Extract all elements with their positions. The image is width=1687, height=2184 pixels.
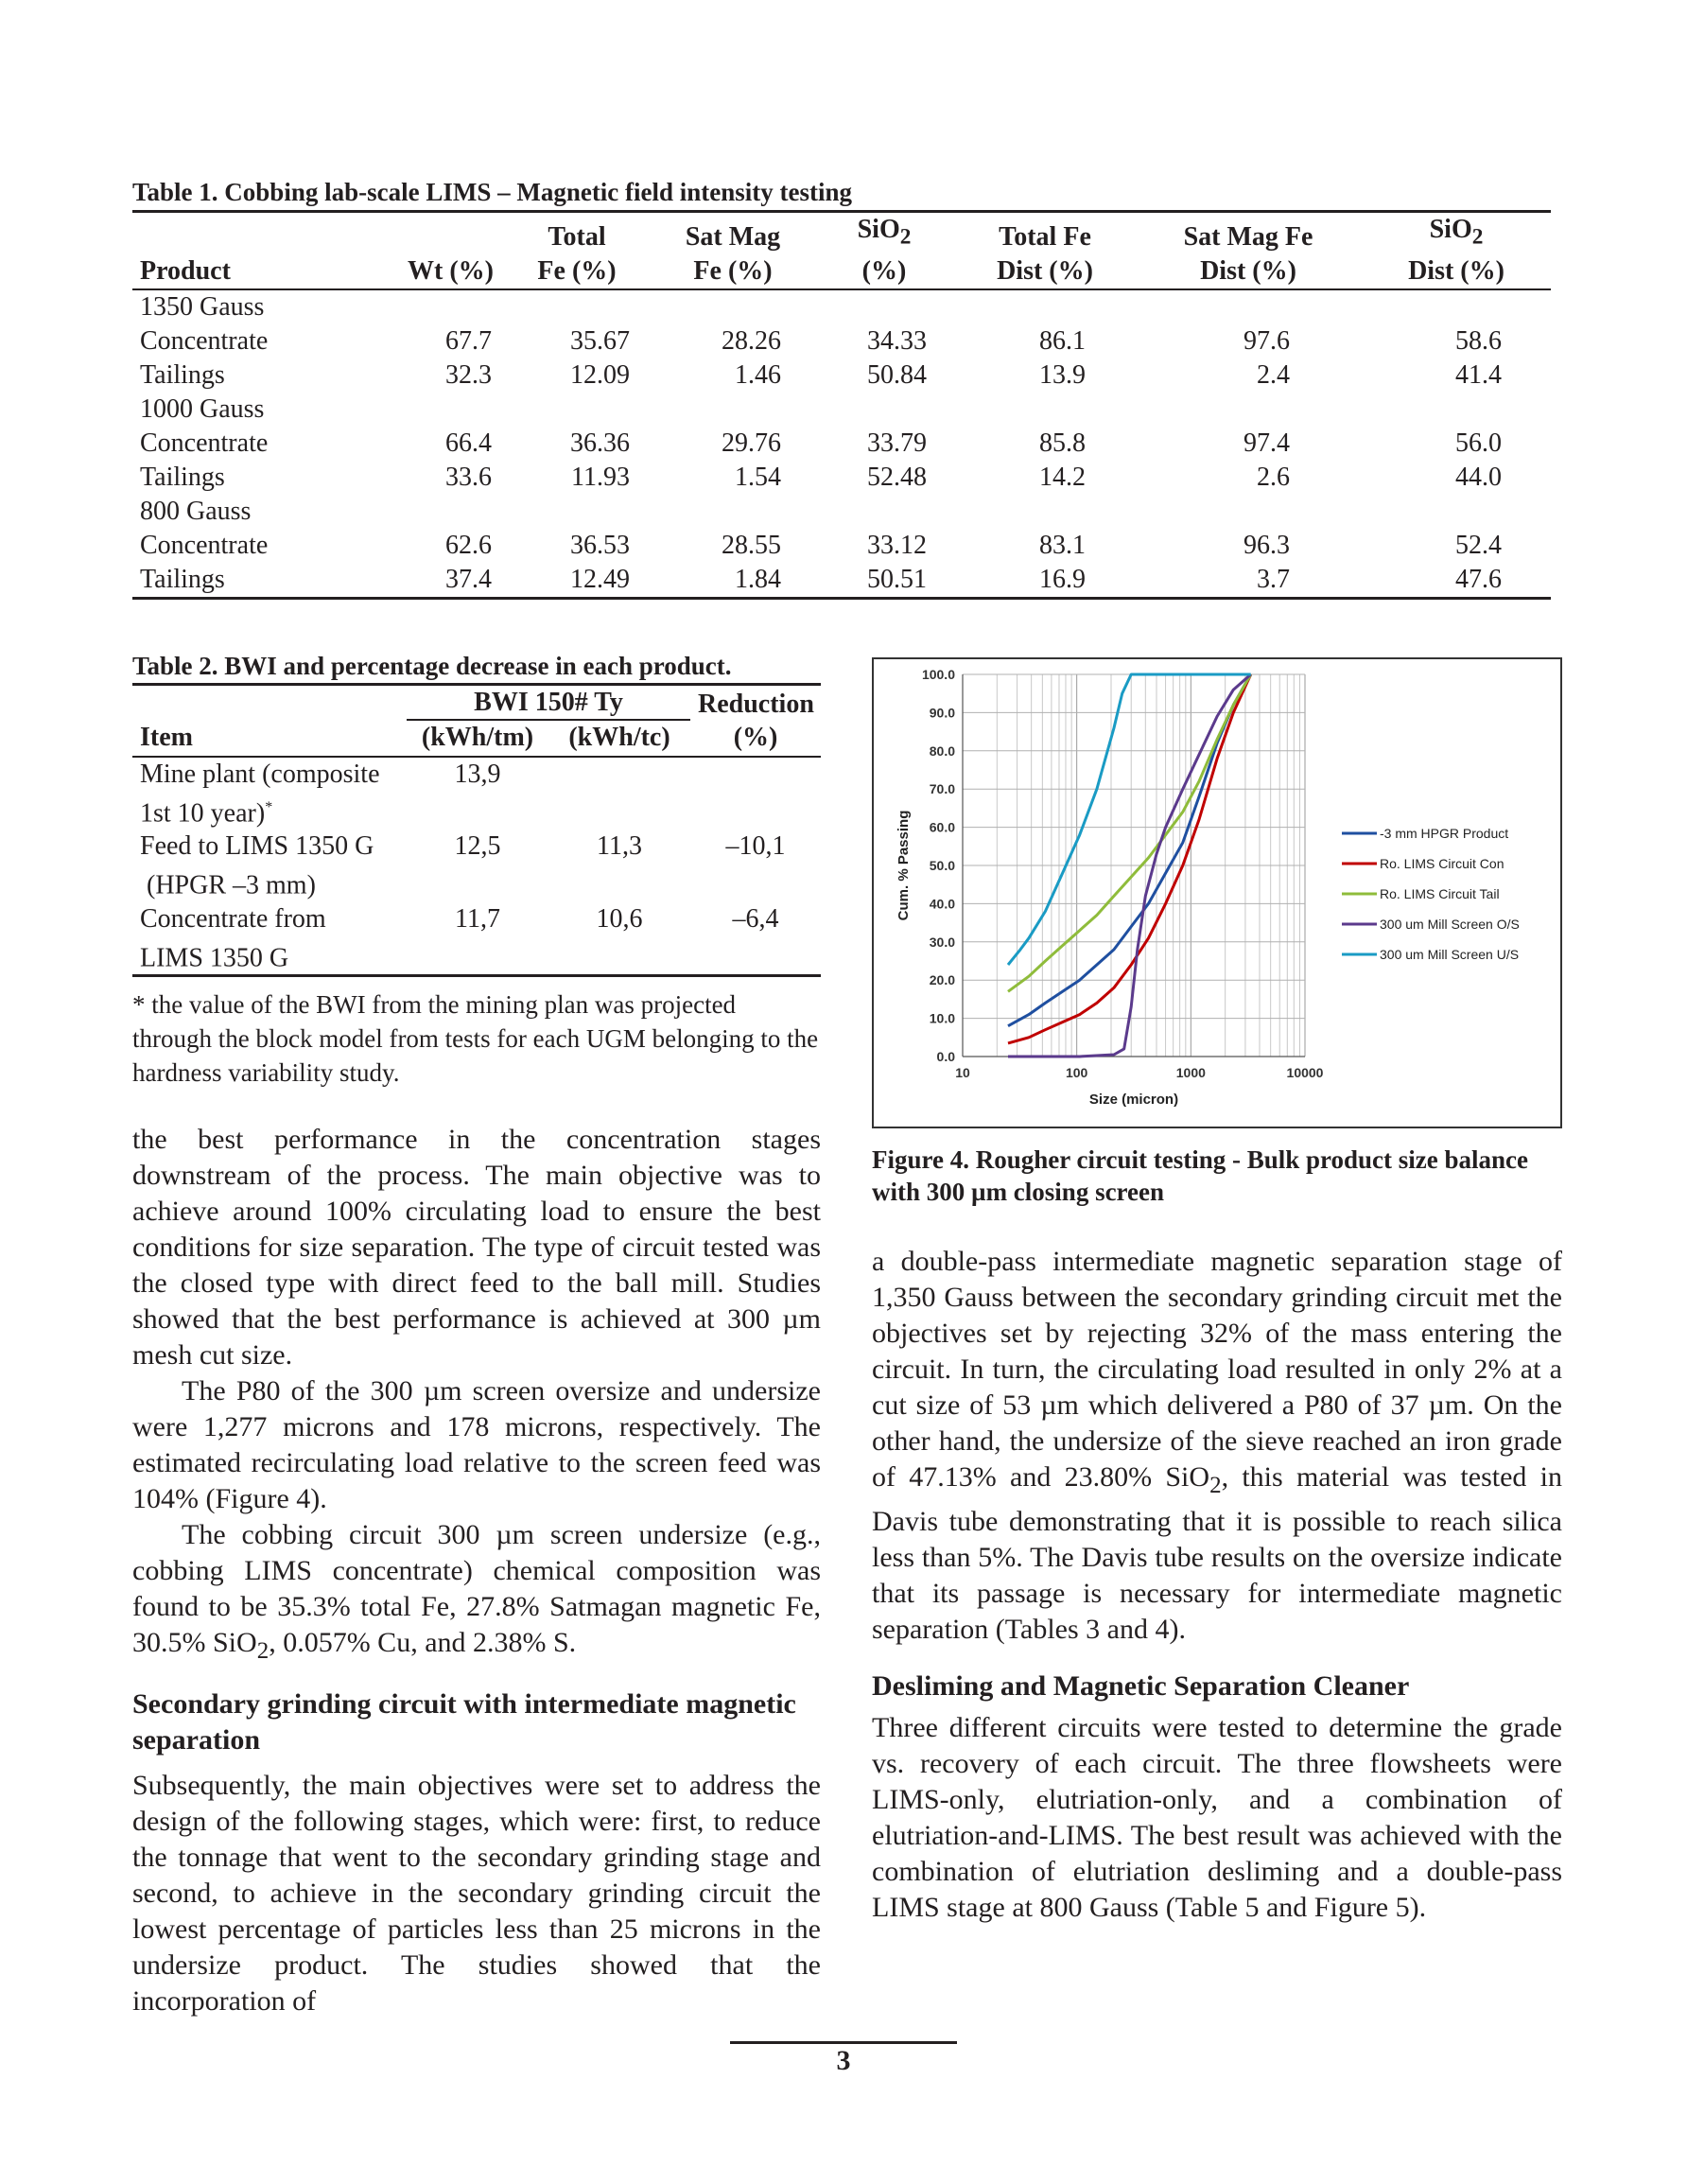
table2-header-kwh-tm: (kWh/tm)	[407, 720, 548, 757]
figure4-chart	[874, 659, 1560, 1127]
table1-cell: 66.4	[445, 428, 492, 458]
table1-cell: 33.12	[867, 530, 927, 560]
table1-cell: Concentrate	[140, 325, 269, 356]
table2-value-cell	[548, 757, 690, 830]
table1-cell: 12.49	[570, 564, 630, 594]
footer-rule	[730, 2041, 957, 2044]
table1-cell: 62.6	[445, 530, 492, 560]
figure4-caption: Figure 4. Rougher circuit testing - Bulk product size balance with 300 µm closing screen	[872, 1145, 1528, 1206]
table1-cell: 16.9	[1039, 564, 1086, 594]
table1-cell: 33.6	[445, 462, 492, 492]
table1-cell: 11.93	[571, 462, 630, 492]
legend-label: Ro. LIMS Circuit Tail	[1380, 886, 1500, 901]
table1-cell: 34.33	[867, 325, 927, 356]
table1-cell: 47.6	[1455, 564, 1502, 594]
left-column	[132, 1122, 821, 2019]
figure4-chart-frame	[872, 657, 1562, 1128]
table2-header-reduction: Reduction (%)	[690, 685, 821, 758]
table2-value-cell: 11,3	[597, 831, 642, 862]
table1-cell: Tailings	[140, 462, 225, 492]
table1-cell: 1.84	[735, 564, 781, 594]
table1-cell: 50.84	[867, 359, 927, 390]
left-paragraph-4: Subsequently, the main objectives were set to address the design of the following stages, which were: first, to reduce the tonnage that went to the secondary grinding stage and second, to achieve in the secondary grinding circuit the lowest percentage of particles less than 25 microns in the undersize product. The studies showed that the incorporation of	[132, 1770, 821, 2017]
table2-group-header: BWI 150# Ty	[407, 685, 690, 721]
table1-group-label: 1350 Gauss	[140, 291, 265, 322]
x-tick-label: 1000	[1175, 1065, 1206, 1080]
x-axis-label: Size (micron)	[1088, 1092, 1179, 1108]
table1-group-row	[132, 289, 1551, 324]
table2-header-kwh-tc: (kWh/tc)	[548, 720, 690, 757]
table1-cell: 52.4	[1455, 530, 1502, 560]
table1-cell: 41.4	[1455, 359, 1502, 390]
table2-row	[132, 830, 821, 901]
table1-header-sio2-dist: SiO$_2$ Dist (%)	[1362, 212, 1551, 289]
x-tick-label: 10000	[1286, 1065, 1324, 1080]
table1-header-product: Product	[132, 212, 378, 289]
table2-footnote: * the value of the BWI from the mining plan was projected through the block model from tests for each UGM belonging to the hardness variability study.	[132, 990, 819, 1087]
table1-group-label: 1000 Gauss	[140, 393, 265, 424]
table1-cell: 83.1	[1039, 530, 1086, 560]
y-tick-label: 60.0	[929, 819, 955, 835]
legend-label: Ro. LIMS Circuit Con	[1380, 856, 1504, 871]
series-line-1	[1008, 674, 1251, 1026]
table1-header-satmag-fe: Sat Mag Fe (%)	[652, 212, 813, 289]
table1-row	[132, 324, 1551, 358]
table1-cell: 1.54	[735, 462, 781, 492]
table1-cell: 50.51	[867, 564, 927, 594]
table1-header-satmag-fe-dist: Sat Mag Fe Dist (%)	[1135, 212, 1362, 289]
table2	[132, 683, 821, 977]
table1-cell: 13.9	[1039, 359, 1086, 390]
right-column	[872, 1244, 1562, 1926]
table1-row	[132, 563, 1551, 599]
table1-header-total-fe-dist: Total Fe Dist (%)	[955, 212, 1135, 289]
table2-value-cell	[690, 757, 821, 830]
table1-cell: Concentrate	[140, 530, 269, 560]
table1-cell: 86.1	[1039, 325, 1086, 356]
table1-cell: 32.3	[445, 359, 492, 390]
table1-header-wt: Wt (%)	[378, 212, 501, 289]
table2-value-cell: 10,6	[596, 903, 643, 934]
legend-label: -3 mm HPGR Product	[1380, 826, 1509, 841]
table1-cell: 28.26	[722, 325, 781, 356]
y-tick-label: 20.0	[929, 972, 955, 988]
y-tick-label: 0.0	[936, 1049, 955, 1064]
table2-item-cell: Concentrate from LIMS 1350 G	[140, 903, 326, 972]
y-tick-label: 30.0	[929, 934, 955, 950]
table1-cell: 35.67	[570, 325, 630, 356]
table1-header-row	[132, 212, 1551, 289]
table1-cell: 2.6	[1257, 462, 1290, 492]
table1-header-total-fe: Total Fe (%)	[501, 212, 652, 289]
table2-value-cell: –10,1	[725, 831, 786, 862]
y-axis-label: Cum. % Passing	[896, 810, 912, 921]
table1-cell: 44.0	[1455, 462, 1502, 492]
table2-value-cell: –6,4	[732, 903, 779, 934]
table1-cell: 36.36	[570, 428, 630, 458]
table2-header-item: Item	[132, 720, 407, 757]
y-tick-label: 90.0	[929, 705, 955, 721]
left-paragraph-1: the best performance in the concentration stages downstream of the process. The main objective was to achieve around 100% circulating load to ensure the best conditions for size separation. The type of circuit tested was the closed type with direct feed to the ball mill. Studies showed that the best performance is achieved at 300 µm mesh cut size.	[132, 1124, 821, 1371]
table2-value-cell: 12,5	[454, 831, 501, 862]
right-section-heading: Desliming and Magnetic Separation Cleaner	[872, 1670, 1410, 1702]
table2-header-row-1	[132, 685, 821, 721]
y-tick-label: 50.0	[929, 858, 955, 873]
table1-row	[132, 427, 1551, 461]
table2-value-cell: 11,7	[455, 903, 500, 934]
right-paragraph-2: Three different circuits were tested to determine the grade vs. recovery of each circuit. The three flowsheets were LIMS-only, elutriation-only, and a combination of elutriation-and-LIMS. The best result was achieved with the combination of elutriation desliming and a double-pass LIMS stage at 800 Gauss (Table 5 and Figure 5).	[872, 1712, 1562, 1923]
table1-cell: 97.6	[1244, 325, 1290, 356]
table1-cell: 37.4	[445, 564, 492, 594]
table1-cell: 14.2	[1039, 462, 1086, 492]
right-paragraph-1: a double-pass intermediate magnetic separation stage of 1,350 Gauss between the secondary grinding circuit met the objectives set by rejecting 32% of the mass entering the circuit. In turn, the circulating load resulted in only 2% at a cut size of 53 µm which delivered a P80 of 37 µm. On the other hand, the undersize of the sieve reached an iron grade of 47.13% and 23.80% SiO$_2$, this material was tested in Davis tube demonstrating that it is possible to reach silica less than 5%. The Davis tube results on the oversize indicate that its passage is necessary for intermediate magnetic separation (Tables 3 and 4).	[872, 1246, 1562, 1645]
table2-row	[132, 902, 821, 976]
table1-cell: 85.8	[1039, 428, 1086, 458]
y-tick-label: 10.0	[929, 1010, 955, 1026]
left-section-heading: Secondary grinding circuit with intermediate magnetic separation	[132, 1688, 796, 1756]
x-tick-label: 10	[955, 1065, 970, 1080]
legend-label: 300 um Mill Screen U/S	[1380, 947, 1520, 962]
y-tick-label: 80.0	[929, 743, 955, 759]
left-paragraph-2: The P80 of the 300 µm screen oversize and undersize were 1,277 microns and 178 microns, respectively. The estimated recirculating load relative to the screen feed was 104% (Figure 4).	[132, 1375, 821, 1514]
table1	[132, 210, 1551, 600]
table1-group-label: 800 Gauss	[140, 496, 252, 526]
page-number: 3	[836, 2045, 851, 2076]
table2-row	[132, 757, 821, 830]
table1-cell: 96.3	[1244, 530, 1290, 560]
table1-row	[132, 461, 1551, 495]
table1-cell: Concentrate	[140, 428, 269, 458]
table2-value-cell: 13,9	[454, 760, 501, 789]
series-line-2	[1008, 674, 1251, 1043]
table1-cell: 3.7	[1257, 564, 1290, 594]
table1-header-sio2: SiO$_2$ (%)	[813, 212, 955, 289]
table1-cell: 2.4	[1257, 359, 1290, 390]
table1-caption: Table 1. Cobbing lab-scale LIMS – Magnetic field intensity testing	[132, 178, 853, 206]
table1-cell: 1.46	[735, 359, 781, 390]
table1-cell: 29.76	[722, 428, 781, 458]
table2-caption: Table 2. BWI and percentage decrease in each product.	[132, 652, 732, 680]
table2-item-cell: Feed to LIMS 1350 G (HPGR –3 mm)	[140, 831, 374, 900]
legend-label: 300 um Mill Screen O/S	[1380, 917, 1520, 932]
table1-row	[132, 358, 1551, 393]
table1-cell: 97.4	[1244, 428, 1290, 458]
table2-item-cell: Mine plant (composite 1st 10 year)*	[140, 760, 380, 829]
table1-cell: 56.0	[1455, 428, 1502, 458]
table1-row	[132, 529, 1551, 563]
series-line-5	[1008, 674, 1251, 965]
table1-cell: 67.7	[445, 325, 492, 356]
table1-cell: Tailings	[140, 564, 225, 594]
x-tick-label: 100	[1065, 1065, 1088, 1080]
table1-cell: 28.55	[722, 530, 781, 560]
table1-cell: 52.48	[867, 462, 927, 492]
y-tick-label: 40.0	[929, 896, 955, 912]
table1-cell: 33.79	[867, 428, 927, 458]
table1-group-row	[132, 393, 1551, 427]
y-tick-label: 100.0	[921, 667, 955, 682]
table1-cell: 58.6	[1455, 325, 1502, 356]
y-tick-label: 70.0	[929, 781, 955, 797]
table1-cell: Tailings	[140, 359, 225, 390]
left-paragraph-3: The cobbing circuit 300 µm screen undersize (e.g., cobbing LIMS concentrate) chemical composition was found to be 35.3% total Fe, 27.8% Satmagan magnetic Fe, 30.5% SiO$_2$, 0.057% Cu, and 2.38% S.	[132, 1519, 821, 1664]
table1-cell: 12.09	[570, 359, 630, 390]
table1-group-row	[132, 495, 1551, 529]
table1-cell: 36.53	[570, 530, 630, 560]
